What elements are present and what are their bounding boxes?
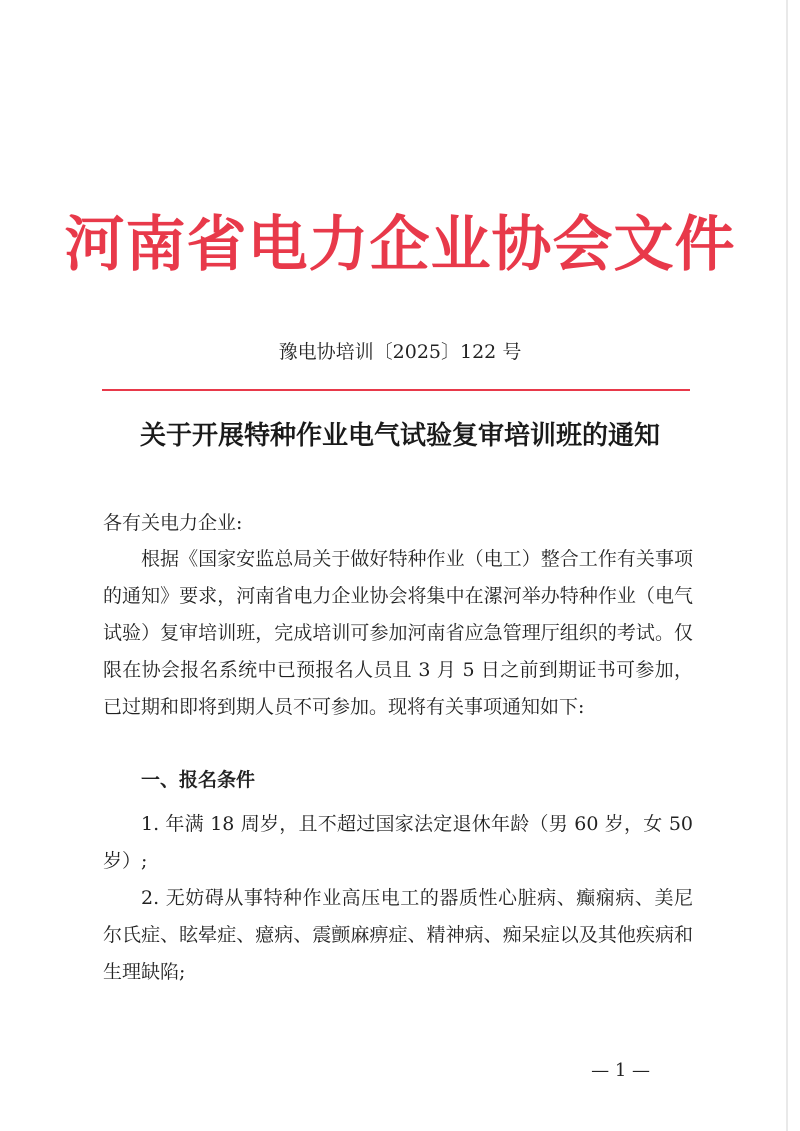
salutation: 各有关电力企业: [103,512,243,534]
document-title: 关于开展特种作业电气试验复审培训班的通知 [139,421,660,451]
masthead-title: 河南省电力企业协会文件 [64,210,736,280]
document-number: 豫电协培训〔2025〕122 号 [278,341,522,363]
section-heading-registration-conditions: 一、报名条件 [141,769,256,791]
header-divider [102,389,690,391]
condition-item-2: 2. 无妨碍从事特种作业高压电工的器质性心脏病、癫痫病、美尼尔氏症、眩晕症、癔病、震颤麻痹症、精神病、痴呆症以及其他疾病和生理缺陷; [103,887,693,983]
page-number: — 1 — [591,1060,650,1081]
condition-item-1: 1. 年满 18 周岁，且不超过国家法定退休年龄（男 60 岁，女 50 岁）; [103,813,693,872]
scan-edge-line [786,0,788,1131]
intro-paragraph: 根据《国家安监总局关于做好特种作业（电工）整合工作有关事项的通知》要求，河南省电力企业协会将集中在漯河举办特种作业（电气试验）复审培训班，完成培训可参加河南省应急管理厅组织的考试。仅限在协会报名系统中已预报名人员且 3 月 5 日之前到期证书可参加，已过期和即将到期人员不可参加。现将有关事项通知如下: [103,548,693,718]
